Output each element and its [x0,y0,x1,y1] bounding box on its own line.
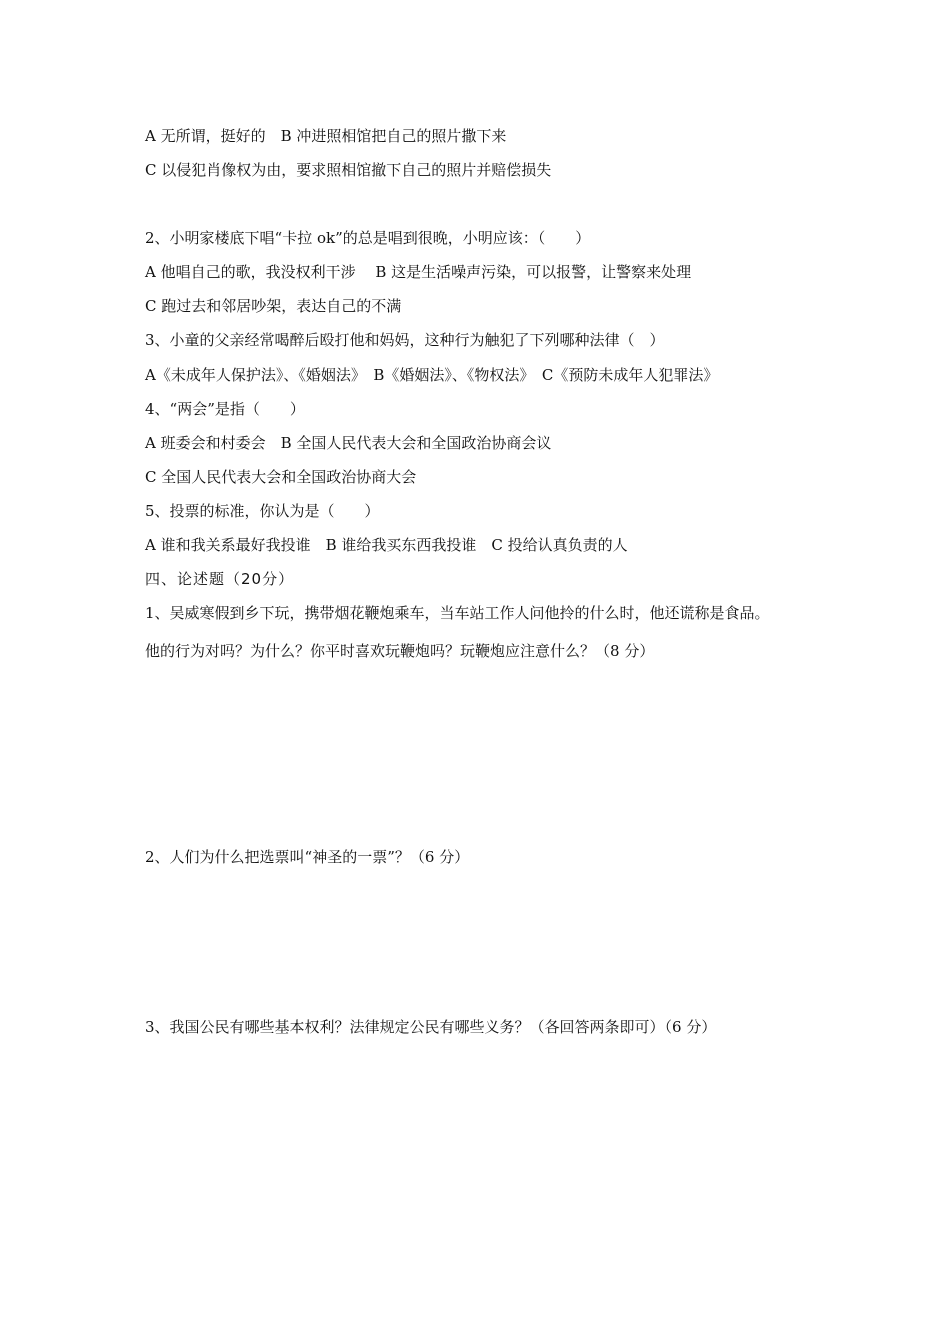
q4-options-ab: A 班委会和村委会 B 全国人民代表大会和全国政治协商会议 [145,434,552,452]
q1-option-c: C 以侵犯肖像权为由，要求照相馆撤下自己的照片并赔偿损失 [145,161,552,179]
q5-options: A 谁和我关系最好我投谁 B 谁给我买东西我投谁 C 投给认真负责的人 [145,536,628,554]
q3-options: A《未成年人保护法》、《婚姻法》 B《婚姻法》、《物权法》 C《预防未成年人犯罪法》 [145,366,719,384]
essay-q3: 3、我国公民有哪些基本权利？法律规定公民有哪些义务？（各回答两条即可）（6 分） [145,1018,717,1036]
q4-option-c: C 全国人民代表大会和全国政治协商大会 [145,468,417,486]
essay-q1-line1: 1、吴威寒假到乡下玩，携带烟花鞭炮乘车，当车站工作人问他拎的什么时，他还谎称是食品。 [145,604,770,622]
essay-q2: 2、人们为什么把选票叫“神圣的一票”？（6 分） [145,848,470,866]
q1-options-ab: A 无所谓，挺好的 B 冲进照相馆把自己的照片撒下来 [145,127,507,145]
q5-stem: 5、投票的标准，你认为是（ ） [145,502,380,520]
q2-stem: 2、小明家楼底下唱“卡拉 ok”的总是唱到很晚，小明应该：（ ） [145,229,591,247]
essay-q1-line2: 他的行为对吗？为什么？你平时喜欢玩鞭炮吗？玩鞭炮应注意什么？（8 分） [145,642,655,660]
q3-stem: 3、小童的父亲经常喝醉后殴打他和妈妈，这种行为触犯了下列哪种法律（ ） [145,331,665,349]
q4-stem: 4、“两会”是指（ ） [145,400,305,418]
q2-options-ab: A 他唱自己的歌，我没权利干涉 B 这是生活噪声污染，可以报警，让警察来处理 [145,263,692,281]
q2-option-c: C 跑过去和邻居吵架，表达自己的不满 [145,297,402,315]
section4-heading: 四、论述题（20分） [145,570,295,588]
